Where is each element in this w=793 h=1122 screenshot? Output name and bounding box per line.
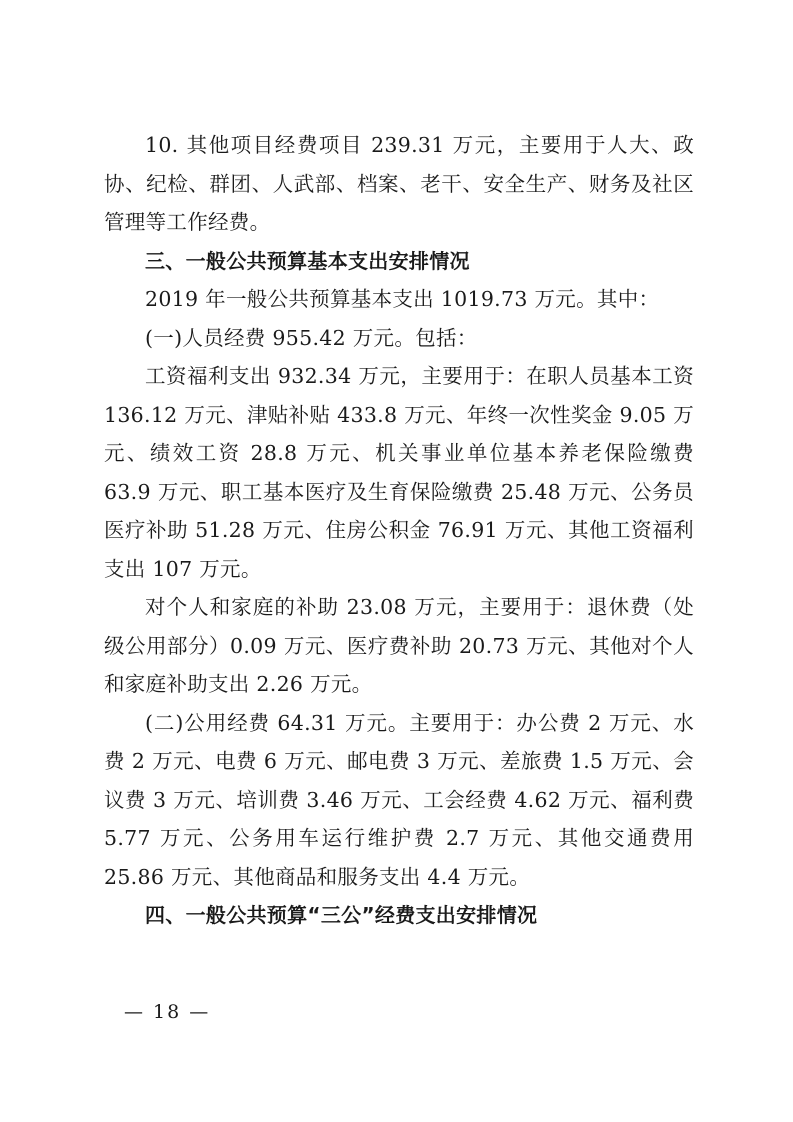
paragraph-basic-expenditure-total: 2019 年一般公共预算基本支出 1019.73 万元。其中：	[145, 287, 660, 311]
page-number: — 18 —	[124, 1001, 211, 1023]
paragraph-wage-welfare: 工资福利支出 932.34 万元，主要用于：在职人员基本工资 136.12 万元、津贴补贴 433.8 万元、年终一次性奖金 9.05 万元、绩效工资 28.8 万元、机关事业单位基本养老保险缴费 63.9 万元、职工基本医疗及生育保险缴费 25.48 万元、公务员医疗补助 51.28 万元、住房公积金 76.91 万元、其他工资福利支出 107 万元。	[104, 364, 694, 581]
document-body	[104, 126, 694, 935]
paragraph-public-funds: (二)公用经费 64.31 万元。主要用于：办公费 2 万元、水费 2 万元、电费 6 万元、邮电费 3 万元、差旅费 1.5 万元、会议费 3 万元、培训费 3.46 万元、工会经费 4.62 万元、福利费 5.77 万元、公务用车运行维护费 2.7 万元、其他交通费用 25.86 万元、其他商品和服务支出 4.4 万元。	[104, 710, 694, 889]
paragraph-household-subsidy: 对个人和家庭的补助 23.08 万元，主要用于：退休费（处级公用部分）0.09 万元、医疗费补助 20.73 万元、其他对个人和家庭补助支出 2.26 万元。	[104, 595, 694, 696]
paragraph-personnel-funds: (一)人员经费 955.42 万元。包括：	[145, 325, 478, 350]
paragraph-other-project-funds: 10. 其他项目经费项目 239.31 万元，主要用于人大、政协、纪检、群团、人武部、档案、老干、安全生产、财务及社区管理等工作经费。	[104, 133, 694, 234]
heading-section-4: 四、一般公共预算“三公”经费支出安排情况	[145, 903, 538, 927]
heading-section-3: 三、一般公共预算基本支出安排情况	[145, 248, 470, 273]
